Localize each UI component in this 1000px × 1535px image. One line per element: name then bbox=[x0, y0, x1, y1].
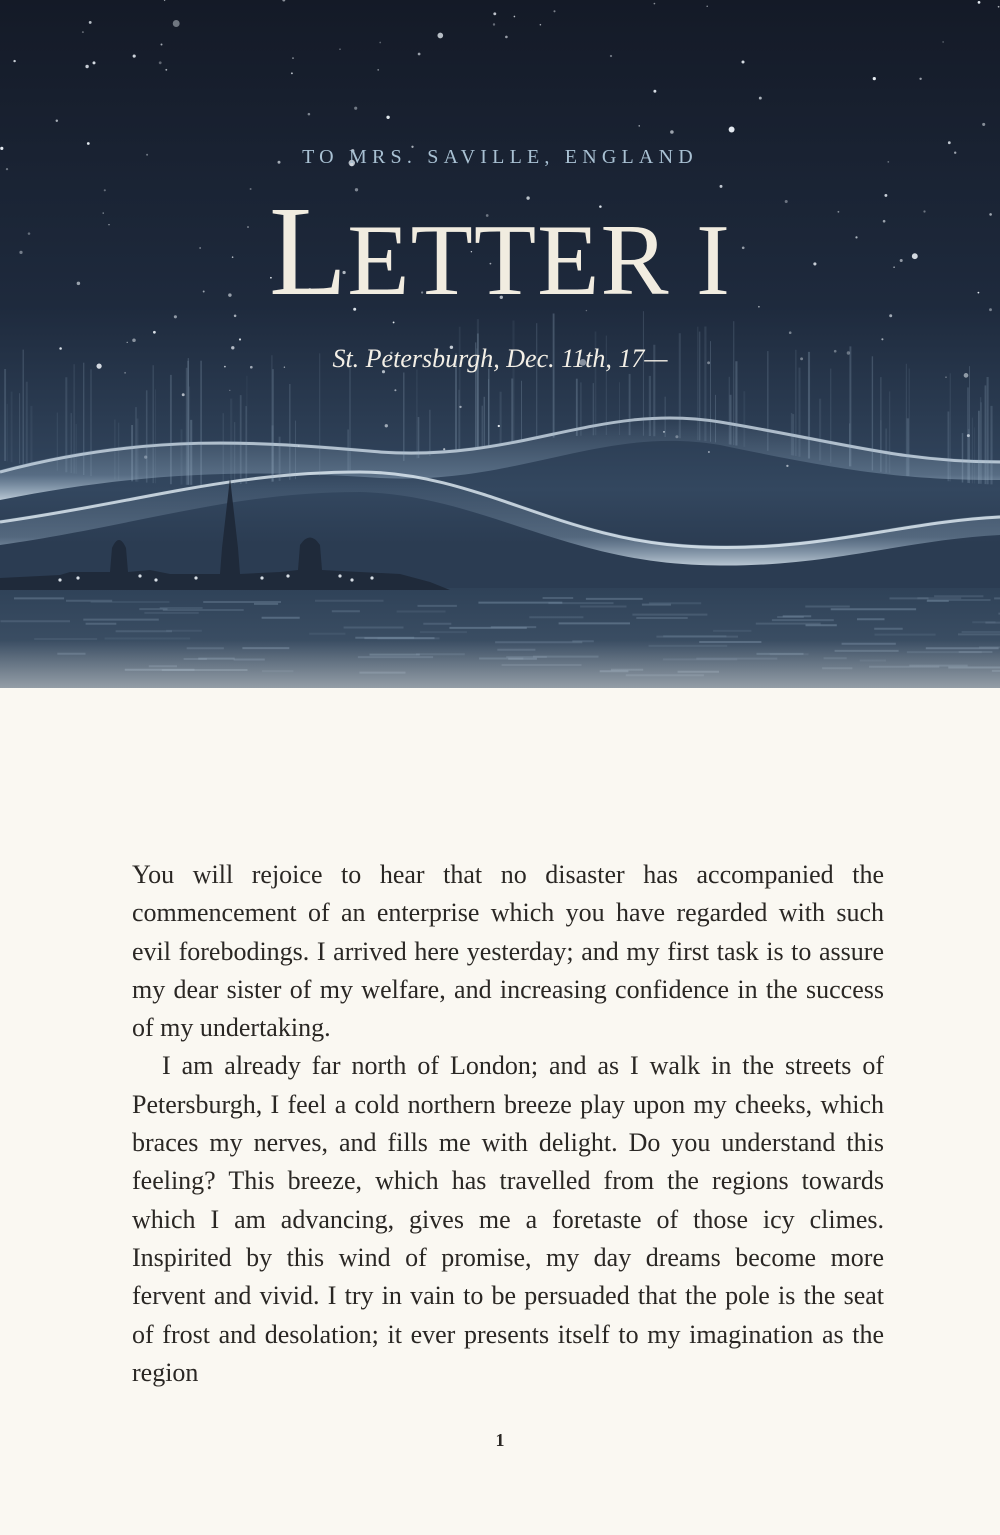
star bbox=[540, 24, 542, 26]
star bbox=[85, 65, 88, 68]
star bbox=[982, 123, 985, 126]
city-light bbox=[350, 578, 353, 581]
star bbox=[132, 339, 136, 343]
paragraph-2: I am already far north of London; and as I walk in the streets of Petersburgh, I feel a cold northern breeze play upon my cheeks, which braces my nerves, and fills me with delight. Do you understand this feeling? This breeze, which has travelled from the regions towards which I am advancing, gives me a foretaste of those icy climes. Inspirited by this wind of promise, my day dreams become more fervent and vivid. I try in vain to be persuaded that the pole is the seat of frost and desolation; it ever presents itself to my imagination as the region bbox=[132, 1051, 884, 1387]
star bbox=[153, 331, 156, 334]
star bbox=[291, 72, 293, 74]
star bbox=[553, 10, 555, 12]
star bbox=[385, 424, 388, 427]
star bbox=[339, 48, 341, 50]
star bbox=[639, 125, 640, 126]
star bbox=[998, 6, 1000, 8]
star bbox=[741, 60, 744, 63]
star bbox=[514, 16, 516, 18]
page-number: 1 bbox=[495, 1430, 505, 1450]
city-light bbox=[58, 578, 61, 581]
star bbox=[93, 61, 96, 64]
star bbox=[942, 41, 943, 42]
star bbox=[292, 57, 294, 59]
city-light bbox=[76, 576, 79, 579]
star bbox=[354, 107, 357, 110]
star bbox=[873, 77, 876, 80]
star bbox=[789, 331, 792, 334]
fade-to-paper bbox=[0, 640, 1000, 820]
star bbox=[505, 36, 508, 39]
chapter-title bbox=[0, 180, 1000, 326]
star bbox=[978, 1, 981, 4]
star bbox=[394, 389, 396, 391]
city-light bbox=[154, 578, 157, 581]
star bbox=[493, 23, 495, 25]
star bbox=[89, 21, 92, 24]
star bbox=[127, 342, 128, 343]
star bbox=[653, 90, 656, 93]
star bbox=[729, 127, 735, 133]
star bbox=[654, 3, 656, 5]
dateline: St. Petersburgh, Dec. 11th, 17— bbox=[332, 344, 668, 373]
star bbox=[13, 60, 15, 62]
star bbox=[945, 377, 946, 378]
star bbox=[948, 141, 951, 144]
title-initial: L bbox=[269, 180, 348, 322]
star bbox=[173, 20, 180, 27]
star bbox=[418, 53, 421, 56]
star bbox=[229, 390, 230, 391]
star bbox=[56, 119, 58, 121]
star bbox=[670, 130, 674, 134]
star bbox=[437, 33, 443, 39]
city-light bbox=[260, 576, 263, 579]
star bbox=[308, 113, 311, 116]
star bbox=[161, 44, 163, 46]
star bbox=[493, 12, 496, 15]
star bbox=[82, 31, 84, 33]
addressee-line: TO MRS. SAVILLE, ENGLAND bbox=[302, 146, 698, 168]
city-light bbox=[370, 576, 373, 579]
star bbox=[379, 42, 381, 44]
star bbox=[610, 55, 612, 57]
city-light bbox=[194, 576, 197, 579]
star bbox=[159, 61, 162, 64]
star bbox=[87, 142, 90, 145]
star bbox=[919, 78, 921, 80]
star bbox=[386, 116, 389, 119]
star bbox=[133, 55, 136, 58]
city-light bbox=[338, 574, 341, 577]
star bbox=[881, 338, 883, 340]
star bbox=[706, 6, 708, 8]
star bbox=[708, 451, 710, 453]
star bbox=[182, 393, 185, 396]
star bbox=[377, 69, 379, 71]
city-light bbox=[286, 574, 289, 577]
star bbox=[239, 338, 241, 340]
title-rest: ETTER I bbox=[347, 204, 731, 317]
star bbox=[786, 465, 788, 467]
city-light bbox=[138, 574, 141, 577]
star bbox=[165, 69, 167, 71]
letter-body bbox=[132, 856, 884, 1392]
paragraph-1: You will rejoice to hear that no disaster has accompanied the commencement of an enterprise which you have regarded with such evil forebodings. I arrived here yesterday; and my first task is to assure my dear sister of my welfare, and increasing confidence in the success of my undertaking. bbox=[132, 860, 884, 1043]
star bbox=[759, 97, 762, 100]
